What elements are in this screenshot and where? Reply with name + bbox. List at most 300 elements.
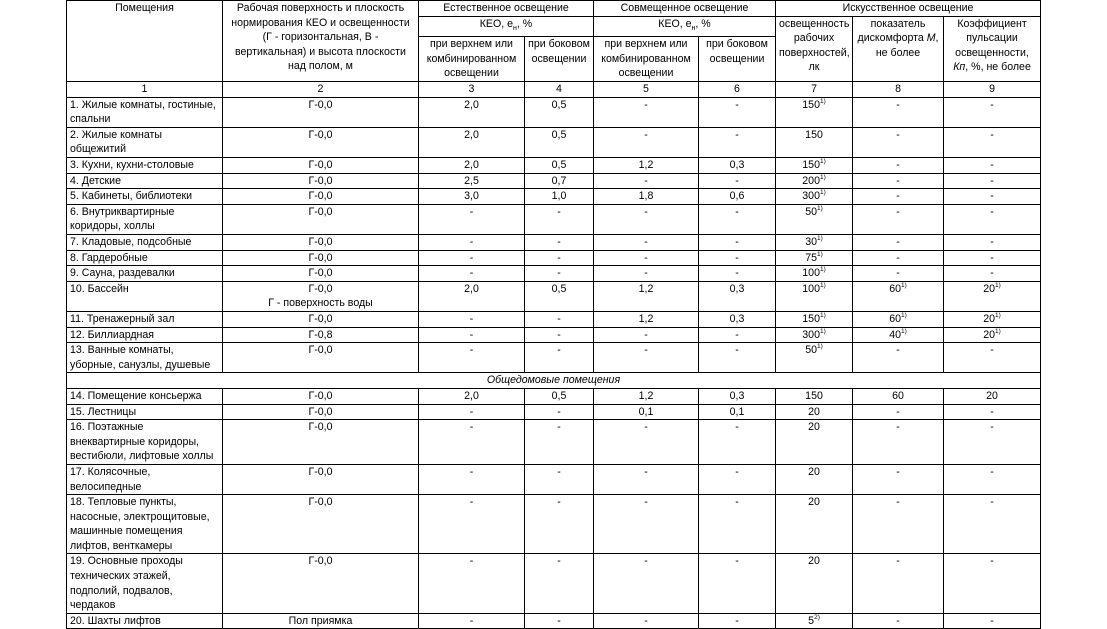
discomfort-number: -: [896, 496, 900, 509]
illuminance-number: 100: [802, 282, 820, 295]
header-combined-lighting: Совмещенное освещение: [594, 1, 776, 17]
pulsation-value: [944, 554, 1041, 613]
table-row: [67, 327, 1041, 343]
discomfort-number: -: [896, 98, 900, 111]
pulsation-number: -: [990, 421, 994, 434]
illuminance-value: [776, 97, 853, 127]
discomfort-value: [853, 281, 944, 311]
footnote-mark: 1): [819, 311, 826, 319]
keo-nat-side: -: [525, 235, 594, 251]
keo-comb-top: 1,2: [594, 311, 699, 327]
footnote-mark: 1): [819, 266, 826, 274]
illuminance-number: 75: [805, 251, 818, 264]
column-number: 3: [419, 82, 525, 98]
illuminance-value: [776, 266, 853, 282]
illuminance-number: 300: [802, 190, 820, 203]
table-row: [67, 343, 1041, 373]
keo-nat-side: 0,7: [525, 173, 594, 189]
table-header: [67, 1, 1041, 98]
illuminance-value: [776, 281, 853, 311]
illuminance-number: 30: [805, 236, 818, 249]
illuminance-value: [776, 388, 853, 404]
footnote-mark: 1): [819, 281, 826, 289]
footnote-mark: 1): [819, 327, 826, 335]
keo-nat-top: 2,0: [419, 281, 525, 311]
work-surface-value: Г-0,0: [308, 98, 333, 111]
keo-comb-side: -: [699, 127, 776, 157]
table-row: [67, 97, 1041, 127]
work-surface-value: Г-0,0: [308, 159, 333, 172]
discomfort-number: -: [896, 236, 900, 249]
illuminance-number: 20: [808, 421, 820, 434]
pulsation-number: 20: [983, 282, 996, 295]
illuminance-value: [776, 189, 853, 205]
discomfort-value: [853, 343, 944, 373]
table-row: [67, 281, 1041, 311]
keo-comb-top: 1,2: [594, 281, 699, 311]
discomfort-value: [853, 327, 944, 343]
discomfort-value: [853, 495, 944, 554]
work-surface-value: Г-0,0: [308, 421, 333, 434]
keo-comb-top: -: [594, 173, 699, 189]
illuminance-value: [776, 343, 853, 373]
pulsation-number: -: [990, 555, 994, 568]
keo-nat-top: -: [419, 404, 525, 420]
discomfort-value: [853, 420, 944, 465]
work-surface: [223, 554, 419, 613]
keo-comb-top: -: [594, 97, 699, 127]
column-number: 6: [699, 82, 776, 98]
pulsation-number: 20: [983, 312, 996, 325]
pulsation-value: [944, 420, 1041, 465]
table-body: [67, 97, 1041, 629]
illuminance-value: [776, 250, 853, 266]
pulsation-value: [944, 281, 1041, 311]
keo-comb-side: -: [699, 266, 776, 282]
keo-comb-top: -: [594, 464, 699, 494]
pulsation-number: -: [990, 190, 994, 203]
pulsation-value: [944, 343, 1041, 373]
discomfort-number: -: [896, 267, 900, 280]
table-row: [67, 311, 1041, 327]
keo-comb-top: 1,8: [594, 189, 699, 205]
discomfort-number: -: [896, 614, 900, 627]
room-name: 15. Лестницы: [67, 404, 223, 420]
room-name: 14. Помещение консьержа: [67, 388, 223, 404]
pulsation-value: [944, 189, 1041, 205]
keo-comb-side: 0,3: [699, 158, 776, 174]
discomfort-number: -: [896, 555, 900, 568]
keo-nat-top: -: [419, 266, 525, 282]
illuminance-number: 5: [808, 614, 815, 627]
illuminance-number: 150: [805, 389, 823, 402]
keo-nat-side: -: [525, 464, 594, 494]
discomfort-value: [853, 250, 944, 266]
pulsation-value: [944, 235, 1041, 251]
work-surface: [223, 189, 419, 205]
keo-nat-side: -: [525, 311, 594, 327]
work-surface-value: Г-0,0: [308, 465, 333, 478]
work-surface-value: Г-0,0: [308, 236, 333, 249]
keo-nat-top: -: [419, 495, 525, 554]
discomfort-number: 60: [892, 389, 904, 402]
pulsation-value: [944, 311, 1041, 327]
work-surface: [223, 613, 419, 629]
pulsation-value: [944, 613, 1041, 629]
pulsation-value: [944, 127, 1041, 157]
pulsation-value: [944, 250, 1041, 266]
room-name: 20. Шахты лифтов: [67, 613, 223, 629]
keo-comb-side: 0,3: [699, 281, 776, 311]
work-surface: [223, 327, 419, 343]
table-row: [67, 158, 1041, 174]
room-name: 2. Жилые комнаты общежитий: [67, 127, 223, 157]
column-number: 7: [776, 82, 853, 98]
illuminance-number: 150: [802, 159, 820, 172]
room-name: 16. Поэтажные внеквартирные коридоры, вестибюли, лифтовые холлы: [67, 420, 223, 465]
table-row: [67, 204, 1041, 234]
work-surface-value: Пол приямка: [288, 614, 353, 627]
header-natural-top: при верхнем или комбинированном освещении: [419, 37, 525, 82]
illuminance-number: 150: [802, 98, 820, 111]
keo-comb-top: -: [594, 266, 699, 282]
keo-comb-top: 1,2: [594, 158, 699, 174]
keo-nat-top: -: [419, 204, 525, 234]
pulsation-number: -: [990, 236, 994, 249]
table-row: [67, 173, 1041, 189]
illuminance-number: 20: [808, 465, 820, 478]
work-surface: [223, 495, 419, 554]
keo-comb-side: -: [699, 250, 776, 266]
keo-nat-top: 2,0: [419, 127, 525, 157]
work-surface-value: Г-0,0: [308, 190, 333, 203]
footnote-mark: 1): [901, 327, 907, 335]
keo-nat-top: -: [419, 311, 525, 327]
column-number: 4: [525, 82, 594, 98]
column-numbers-row: [67, 82, 1041, 98]
illuminance-value: [776, 173, 853, 189]
header-natural-side: при боковом освещении: [525, 37, 594, 82]
table-row: [67, 420, 1041, 465]
keo-comb-side: -: [699, 327, 776, 343]
header-keo-natural: КЕО, $e_н$, %: [419, 16, 594, 37]
keo-comb-side: 0,3: [699, 311, 776, 327]
pulsation-number: -: [990, 465, 994, 478]
illuminance-value: [776, 235, 853, 251]
keo-comb-top: -: [594, 127, 699, 157]
pulsation-number: -: [990, 344, 994, 357]
pulsation-number: -: [990, 267, 994, 280]
illuminance-number: 20: [808, 555, 820, 568]
keo-nat-side: -: [525, 343, 594, 373]
room-name: 4. Детские: [67, 173, 223, 189]
keo-nat-side: -: [525, 204, 594, 234]
keo-comb-side: -: [699, 464, 776, 494]
footnote-mark: 1): [817, 235, 823, 243]
work-surface-value: Г-0,0: [308, 405, 333, 418]
discomfort-number: -: [896, 190, 900, 203]
table-row: [67, 495, 1041, 554]
keo-nat-side: -: [525, 420, 594, 465]
header-combined-side: при боковом освещении: [699, 37, 776, 82]
pulsation-number: -: [990, 614, 994, 627]
header-surface: Рабочая поверхность и плоскость нормирования КЕО и освещенности (Г - горизонтальная, В - вертикальная) и высота плоскости над полом, м: [223, 1, 419, 82]
pulsation-value: [944, 388, 1041, 404]
illuminance-number: 20: [808, 405, 820, 418]
discomfort-value: [853, 127, 944, 157]
pulsation-number: -: [990, 98, 994, 111]
pulsation-number: -: [990, 405, 994, 418]
column-number: 5: [594, 82, 699, 98]
keo-comb-top: -: [594, 613, 699, 629]
discomfort-number: -: [896, 465, 900, 478]
discomfort-value: [853, 404, 944, 420]
room-name: 19. Основные проходы технических этажей, подполий, подвалов, чердаков: [67, 554, 223, 613]
work-surface-value: Г-0,0: [308, 205, 333, 218]
work-surface: [223, 204, 419, 234]
keo-comb-side: -: [699, 554, 776, 613]
footnote-mark: 1): [901, 311, 907, 319]
lighting-norms-table-container: [66, 0, 1040, 629]
table-row: [67, 388, 1041, 404]
column-number: 8: [853, 82, 944, 98]
keo-nat-side: 0,5: [525, 127, 594, 157]
footnote-mark: 2): [814, 613, 820, 621]
header-combined-top: при верхнем или комбинированном освещении: [594, 37, 699, 82]
illuminance-number: 150: [802, 312, 820, 325]
keo-nat-top: -: [419, 327, 525, 343]
lighting-norms-table: [66, 0, 1041, 629]
room-name: 17. Колясочные, велосипедные: [67, 464, 223, 494]
keo-comb-side: -: [699, 204, 776, 234]
illuminance-value: [776, 613, 853, 629]
room-name: 11. Тренажерный зал: [67, 311, 223, 327]
footnote-mark: 1): [901, 281, 907, 289]
discomfort-value: [853, 554, 944, 613]
discomfort-number: -: [896, 174, 900, 187]
keo-comb-top: -: [594, 420, 699, 465]
discomfort-value: [853, 235, 944, 251]
work-surface: [223, 404, 419, 420]
illuminance-value: [776, 464, 853, 494]
keo-nat-side: -: [525, 327, 594, 343]
table-row: [67, 404, 1041, 420]
footnote-mark: 1): [819, 173, 826, 181]
pulsation-number: -: [990, 496, 994, 509]
work-surface: [223, 250, 419, 266]
work-surface-value: Г-0,0: [308, 128, 333, 141]
discomfort-value: [853, 173, 944, 189]
discomfort-number: 60: [889, 282, 902, 295]
table-row: [67, 266, 1041, 282]
illuminance-number: 150: [805, 128, 823, 141]
illuminance-number: 100: [802, 267, 820, 280]
discomfort-number: -: [896, 159, 900, 172]
illuminance-value: [776, 420, 853, 465]
discomfort-number: -: [896, 205, 900, 218]
keo-nat-side: -: [525, 554, 594, 613]
discomfort-value: [853, 158, 944, 174]
discomfort-number: 40: [889, 328, 902, 341]
table-row: [67, 464, 1041, 494]
table-row: [67, 250, 1041, 266]
footnote-mark: 1): [995, 281, 1001, 289]
illuminance-value: [776, 327, 853, 343]
pulsation-value: [944, 464, 1041, 494]
keo-comb-side: -: [699, 495, 776, 554]
keo-comb-top: -: [594, 235, 699, 251]
pulsation-number: -: [990, 205, 994, 218]
footnote-mark: 1): [995, 327, 1001, 335]
footnote-mark: 1): [817, 250, 823, 258]
keo-nat-top: 2,0: [419, 97, 525, 127]
discomfort-number: -: [896, 421, 900, 434]
pulsation-number: 20: [986, 389, 998, 402]
keo-nat-side: 0,5: [525, 158, 594, 174]
pulsation-value: [944, 173, 1041, 189]
footnote-mark: 1): [819, 158, 826, 166]
illuminance-number: 50: [805, 205, 818, 218]
discomfort-value: [853, 613, 944, 629]
keo-nat-top: -: [419, 250, 525, 266]
keo-comb-side: 0,6: [699, 189, 776, 205]
keo-nat-side: 0,5: [525, 97, 594, 127]
keo-comb-side: -: [699, 97, 776, 127]
section-row: [67, 373, 1041, 389]
illuminance-value: [776, 554, 853, 613]
discomfort-value: [853, 204, 944, 234]
footnote-mark: 1): [819, 189, 826, 197]
table-row: [67, 613, 1041, 629]
keo-nat-top: -: [419, 554, 525, 613]
work-surface: [223, 158, 419, 174]
header-illuminance: освещенность рабочих поверхностей, лк: [776, 16, 853, 81]
discomfort-value: [853, 97, 944, 127]
keo-comb-top: 1,2: [594, 388, 699, 404]
work-surface-value: Г-0,0: [308, 389, 333, 402]
table-row: [67, 127, 1041, 157]
keo-nat-top: -: [419, 464, 525, 494]
pulsation-value: [944, 158, 1041, 174]
illuminance-number: 300: [802, 328, 820, 341]
work-surface: [223, 420, 419, 465]
header-rooms: Помещения: [67, 1, 223, 82]
discomfort-number: 60: [889, 312, 902, 325]
room-name: 3. Кухни, кухни-столовые: [67, 158, 223, 174]
keo-nat-side: 1,0: [525, 189, 594, 205]
pulsation-value: [944, 327, 1041, 343]
room-name: 1. Жилые комнаты, гостиные, спальни: [67, 97, 223, 127]
discomfort-value: [853, 311, 944, 327]
work-surface: [223, 235, 419, 251]
illuminance-number: 20: [808, 496, 820, 509]
header-artificial-lighting: Искусственное освещение: [776, 1, 1041, 17]
keo-nat-top: 2,5: [419, 173, 525, 189]
room-name: 13. Ванные комнаты, уборные, санузлы, душевые: [67, 343, 223, 373]
discomfort-number: -: [896, 128, 900, 141]
illuminance-value: [776, 404, 853, 420]
keo-nat-side: 0,5: [525, 281, 594, 311]
pulsation-value: [944, 266, 1041, 282]
column-number: 9: [944, 82, 1041, 98]
work-surface-value: Г-0,0: [308, 555, 333, 568]
pulsation-value: [944, 495, 1041, 554]
table-row: [67, 554, 1041, 613]
column-number: 2: [223, 82, 419, 98]
keo-comb-side: -: [699, 420, 776, 465]
keo-comb-side: -: [699, 613, 776, 629]
pulsation-number: -: [990, 159, 994, 172]
room-name: 7. Кладовые, подсобные: [67, 235, 223, 251]
work-surface: [223, 464, 419, 494]
header-natural-lighting: Естественное освещение: [419, 1, 594, 17]
pulsation-number: 20: [983, 328, 996, 341]
keo-comb-top: -: [594, 250, 699, 266]
footnote-mark: 1): [819, 97, 826, 105]
illuminance-value: [776, 158, 853, 174]
work-surface-note: Г - поверхность воды: [268, 297, 373, 310]
work-surface: [223, 388, 419, 404]
pulsation-number: -: [990, 128, 994, 141]
discomfort-value: [853, 388, 944, 404]
discomfort-value: [853, 266, 944, 282]
room-name: 9. Сауна, раздевалки: [67, 266, 223, 282]
header-discomfort: показатель дискомфорта М, не более: [853, 16, 944, 81]
discomfort-number: -: [896, 405, 900, 418]
keo-comb-top: 0,1: [594, 404, 699, 420]
work-surface: [223, 173, 419, 189]
column-number: 1: [67, 82, 223, 98]
work-surface: [223, 311, 419, 327]
illuminance-number: 50: [805, 344, 818, 357]
room-name: 8. Гардеробные: [67, 250, 223, 266]
keo-comb-top: -: [594, 343, 699, 373]
pulsation-value: [944, 97, 1041, 127]
keo-nat-top: 2,0: [419, 158, 525, 174]
work-surface-value: Г-0,0: [308, 344, 333, 357]
discomfort-number: -: [896, 344, 900, 357]
work-surface: [223, 343, 419, 373]
illuminance-number: 200: [802, 174, 820, 187]
keo-nat-side: 0,5: [525, 388, 594, 404]
table-row: [67, 189, 1041, 205]
keo-comb-side: -: [699, 173, 776, 189]
pulsation-value: [944, 404, 1041, 420]
pulsation-number: -: [990, 174, 994, 187]
work-surface-value: Г-0,0: [308, 251, 333, 264]
illuminance-value: [776, 495, 853, 554]
work-surface-value: Г-0,0: [308, 282, 333, 295]
keo-nat-side: -: [525, 495, 594, 554]
keo-nat-top: -: [419, 613, 525, 629]
keo-nat-top: -: [419, 235, 525, 251]
keo-comb-top: -: [594, 204, 699, 234]
discomfort-value: [853, 189, 944, 205]
footnote-mark: 1): [995, 311, 1001, 319]
footnote-mark: 1): [817, 204, 823, 212]
work-surface: [223, 281, 419, 311]
work-surface-value: Г-0,0: [308, 496, 333, 509]
illuminance-value: [776, 311, 853, 327]
work-surface-value: Г-0,0: [308, 312, 333, 325]
illuminance-value: [776, 204, 853, 234]
section-title: Общедомовые помещения: [67, 373, 1041, 389]
room-name: 18. Тепловые пункты, насосные, электрощитовые, машинные помещения лифтов, венткамеры: [67, 495, 223, 554]
keo-nat-side: -: [525, 250, 594, 266]
pulsation-value: [944, 204, 1041, 234]
room-name: 6. Внутриквартирные коридоры, холлы: [67, 204, 223, 234]
header-pulsation: Коэффициент пульсации освещенности, Кп, %, не более: [944, 16, 1041, 81]
